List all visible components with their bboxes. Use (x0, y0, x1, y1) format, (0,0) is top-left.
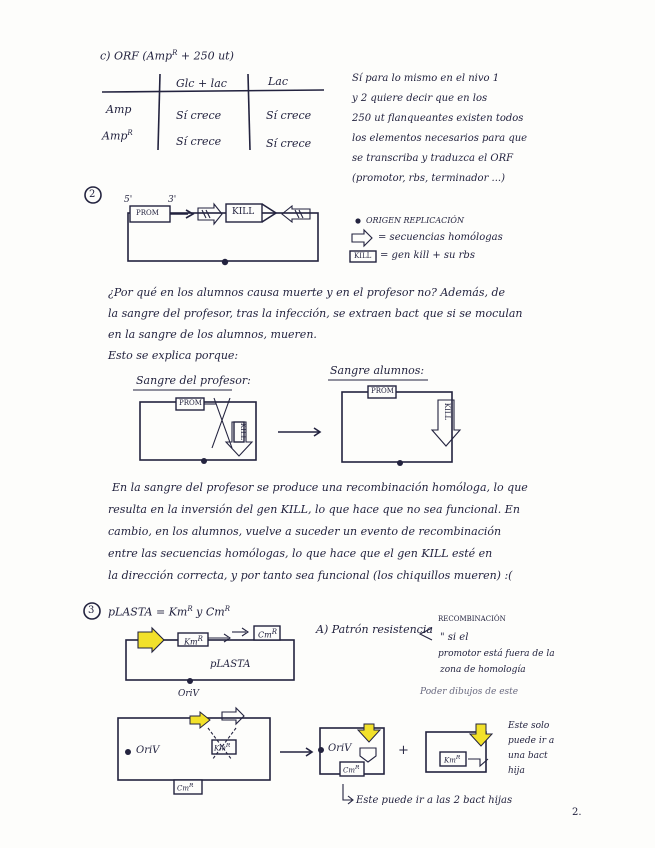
pattern-option-si: " si el (440, 632, 469, 643)
question-line: la sangre del profesor, tras la infección, se extraen bact que si se moculan (108, 307, 523, 320)
arrow-to-products (280, 748, 312, 756)
oriv-left-label: OriV (136, 745, 160, 756)
kill-label: KILL (232, 207, 255, 217)
note-line: se transcriba y traduzca el ORF (352, 153, 514, 164)
section-2-number: 2 (89, 189, 96, 200)
oriv-label: OriV (178, 689, 200, 699)
alumnos-title: Sangre alumnos: (330, 364, 425, 377)
pattern-label: A) Patrón resistencia (316, 623, 433, 636)
explanation-line: resulta en la inversión del gen KILL, lo que hace que no sea funcional. En (108, 503, 520, 516)
question-line: en la sangre de los alumnos, mueren. (108, 328, 317, 341)
right-note: Este solo (508, 721, 550, 731)
explanation-line: cambio, en los alumnos, vuelve a suceder un evento de recombinación (108, 525, 502, 538)
explanation-line: la dirección correcta, y por tanto sea funcional (los chiquillos mueren) :( (108, 569, 513, 582)
label-5-prime: 5' (124, 195, 133, 205)
explanation-line: entre las secuencias homólogas, lo que hace que el gen KILL esté en (108, 547, 493, 560)
km-left-label: $Km^R$ (214, 743, 231, 753)
table-col-header-lac: Lac (268, 75, 289, 88)
section-c-heading: c) ORF (Amp$^R$ + 250 ut) (100, 49, 234, 63)
pattern-note: promotor está fuera de la (438, 649, 555, 659)
transition-arrow (278, 428, 320, 436)
profesor-title: Sangre del profesor: (136, 374, 251, 387)
note-line: y 2 quiere decir que en los (352, 93, 488, 104)
right-note: puede ir a (508, 736, 555, 746)
pattern-option-recomb: RECOMBINACIÓN (438, 615, 506, 623)
table-cell: Sí crece (176, 109, 222, 122)
plus-sign: + (398, 743, 409, 758)
question-line: Esto se explica porque: (108, 349, 239, 362)
km-label: $Km^R$ (184, 635, 203, 647)
bottom-note: Este puede ir a las 2 bact hijas (356, 795, 513, 806)
drawing-hint: Poder dibujos de este (420, 687, 519, 697)
label-3-prime: 3' (168, 195, 177, 205)
table-cell: Sí crece (266, 137, 312, 150)
right-note: hija (508, 766, 525, 776)
prom-label-profesor: PROM (179, 399, 202, 407)
oriv-mid-label: OriV (328, 743, 352, 754)
note-line: los elementos necesarios para que (352, 133, 528, 144)
right-note: una bact (508, 751, 548, 761)
legend-kill-box: KILL (354, 252, 372, 260)
section-3-number: 3 (88, 605, 95, 616)
plasta-label: pLASTA (210, 659, 251, 670)
table-row-label-ampr: Amp$^R$ (102, 129, 133, 143)
legend-homologous: = secuencias homólogas (378, 232, 503, 243)
pattern-note: zona de homología (440, 665, 526, 675)
table-col-header-glc-lac: Glc + lac (176, 77, 227, 90)
section-3-heading: pLASTA = $Km^R$ y $Cm^R$ (108, 605, 230, 619)
table-cell: Sí crece (176, 135, 222, 148)
legend-ori: ORIGEN REPLICACIÓN (366, 216, 464, 225)
legend-kill-gene: = gen kill + su rbs (380, 250, 475, 261)
cm-label: $Cm^R$ (258, 628, 277, 640)
km-right-label: $Km^R$ (444, 755, 461, 765)
note-line: 250 ut flanqueantes existen todos (352, 113, 524, 124)
question-line: ¿Por qué en los alumnos causa muerte y en el profesor no? Además, de (108, 286, 506, 299)
alumnos-diagram (328, 380, 460, 466)
kill-label-alumnos: KILL (443, 402, 452, 421)
cm-mid-label: $Cm^R$ (343, 765, 360, 775)
explanation-line: En la sangre del profesor se produce una recombinación homóloga, lo que (112, 481, 528, 494)
prom-label: PROM (136, 209, 159, 217)
table-cell: Sí crece (266, 109, 312, 122)
page-number: 2. (572, 807, 582, 818)
cm-left-label: $Cm^R$ (177, 783, 194, 793)
product-km-diagram (426, 724, 492, 772)
note-line: Sí para lo mismo en el nivo 1 (352, 73, 500, 84)
kill-label-profesor: KILL (239, 422, 248, 441)
prom-label-alumnos: PROM (371, 387, 394, 395)
table-row-label-amp: Amp (106, 103, 132, 116)
note-line: (promotor, rbs, terminador ...) (352, 173, 505, 184)
